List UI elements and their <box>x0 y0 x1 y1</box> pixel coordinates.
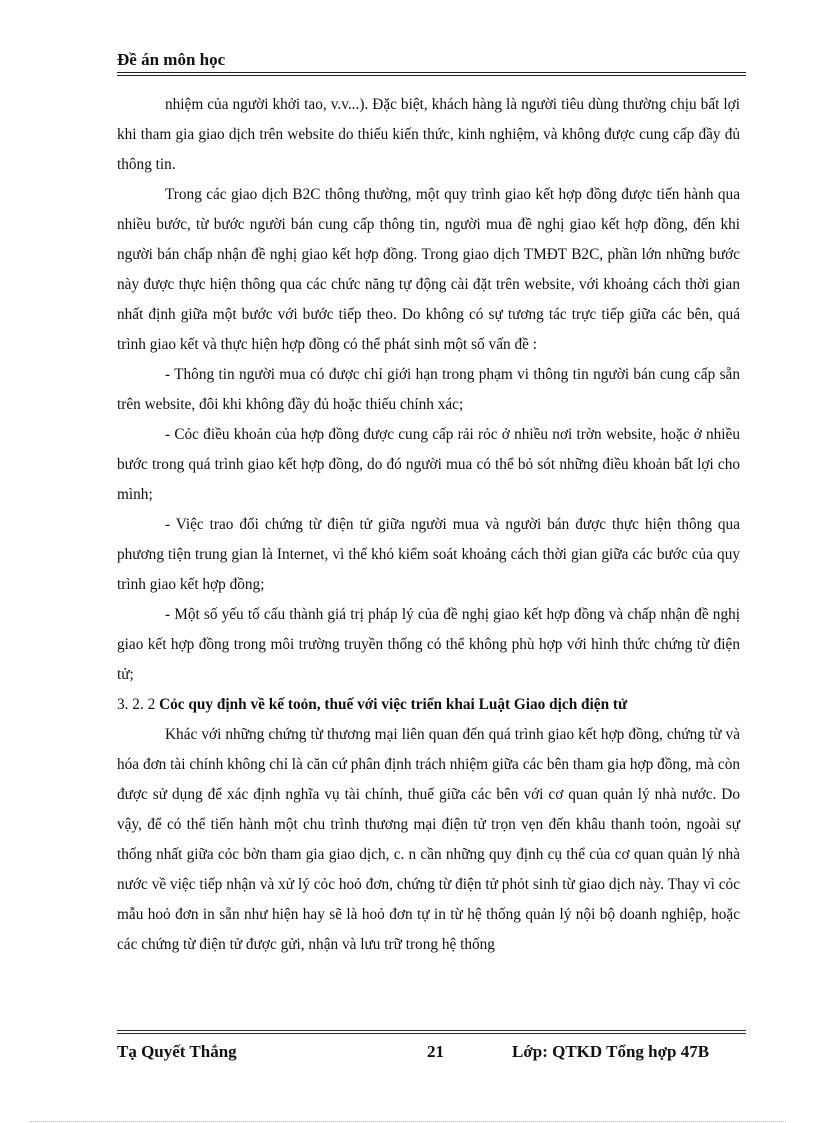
section-title: Cỏc quy định về kế toỏn, thuế với việc triển khai Luật Giao dịch điện tử <box>159 696 628 713</box>
list-item-contract-terms: - Cỏc điều khoản của hợp đồng được cung cấp rải rỏc ở nhiều nơi trờn website, hoặc ở nhiều bước trong quá trình giao kết hợp đồng, do đó người mua có thể bỏ sót những điều khoản bất lợi cho mình; <box>117 426 740 503</box>
page-footer <box>117 1028 746 1066</box>
list-item-legal-validity: - Một số yếu tố cấu thành giá trị pháp lý của đề nghị giao kết hợp đồng và chấp nhận đề nghị giao kết hợp đồng trong môi trường truyền thống có thể không phù hợp với hình thức chứng từ điện tử; <box>117 606 740 683</box>
page-header <box>117 50 746 76</box>
header-title: Đề án môn học <box>117 50 226 69</box>
paragraph-continuation: nhiệm của người khởi tao, v.v...). Đặc biệt, khách hàng là người tiêu dùng thường chịu bất lợi khi tham gia giao dịch trên website do thiếu kiến thức, kinh nghiệm, và không được cung cấp đầy đủ thông tin. <box>117 96 740 173</box>
section-number: 3. 2. 2 <box>117 696 160 713</box>
list-item-document-exchange: - Việc trao đổi chứng từ điện tử giữa người mua và người bán được thực hiện thông qua phương tiện trung gian là Internet, vì thế khó kiểm soát khoảng cách thời gian giữa các bước của quy trình giao kết hợp đồng; <box>117 516 740 593</box>
footer-rule <box>117 1030 746 1034</box>
body-text <box>117 90 740 960</box>
footer-author: Tạ Quyết Thắng <box>117 1042 237 1061</box>
section-heading <box>117 690 740 720</box>
footer-page-number: 21 <box>427 1042 444 1061</box>
footer-row <box>117 1042 746 1066</box>
page-bottom-divider <box>30 1121 786 1122</box>
paragraph-b2c-process: Trong các giao dịch B2C thông thường, một quy trình giao kết hợp đồng được tiến hành qua nhiều bước, từ bước người bán cung cấp thông tin, người mua đề nghị giao kết hợp đồng, đến khi người bán chấp nhận đề nghị giao kết hợp đồng. Trong giao dịch TMĐT B2C, phần lớn những bước này được thực hiện thông qua các chức năng tự động cài đặt trên website, với khoảng cách thời gian nhất định giữa một bước với bước tiếp theo. Do không có sự tương tác trực tiếp giữa các bên, quá trình giao kết và thực hiện hợp đồng có thể phát sinh một số vấn đề : <box>117 186 740 353</box>
paragraph-accounting: Khác với những chứng từ thương mại liên quan đến quá trình giao kết hợp đồng, chứng từ và hóa đơn tài chính không chỉ là căn cứ phân định trách nhiệm giữa các bên tham gia hợp đồng, mà còn được sử dụng để xác định nghĩa vụ tài chính, thuế giữa các bên với cơ quan quản lý nhà nước. Do vậy, để có thể tiến hành một chu trình thương mại điện tử trọn vẹn đến khâu thanh toỏn, ngoài sự thống nhất giữa cỏc bờn tham gia giao dịch, c. n cần những quy định cụ thể của cơ quan quản lý nhà nước về việc tiếp nhận và xử lý cỏc hoỏ đơn, chứng từ điện tử phỏt sinh từ giao dịch này. Thay vì cỏc mẫu hoỏ đơn in sẵn như hiện hay sẽ là hoỏ đơn tự in từ hệ thống quản lý nội bộ doanh nghiệp, hoặc các chứng từ điện tử được gửi, nhận và lưu trữ trong hệ thống <box>117 726 740 953</box>
list-item-buyer-info: - Thông tin người mua có được chỉ giới hạn trong phạm vi thông tin người bán cung cấp sẵn trên website, đôi khi không đầy đủ hoặc thiếu chính xác; <box>117 366 740 413</box>
footer-class-label: Lớp: QTKD Tổng hợp 47B <box>512 1042 710 1061</box>
header-rule <box>117 72 746 76</box>
